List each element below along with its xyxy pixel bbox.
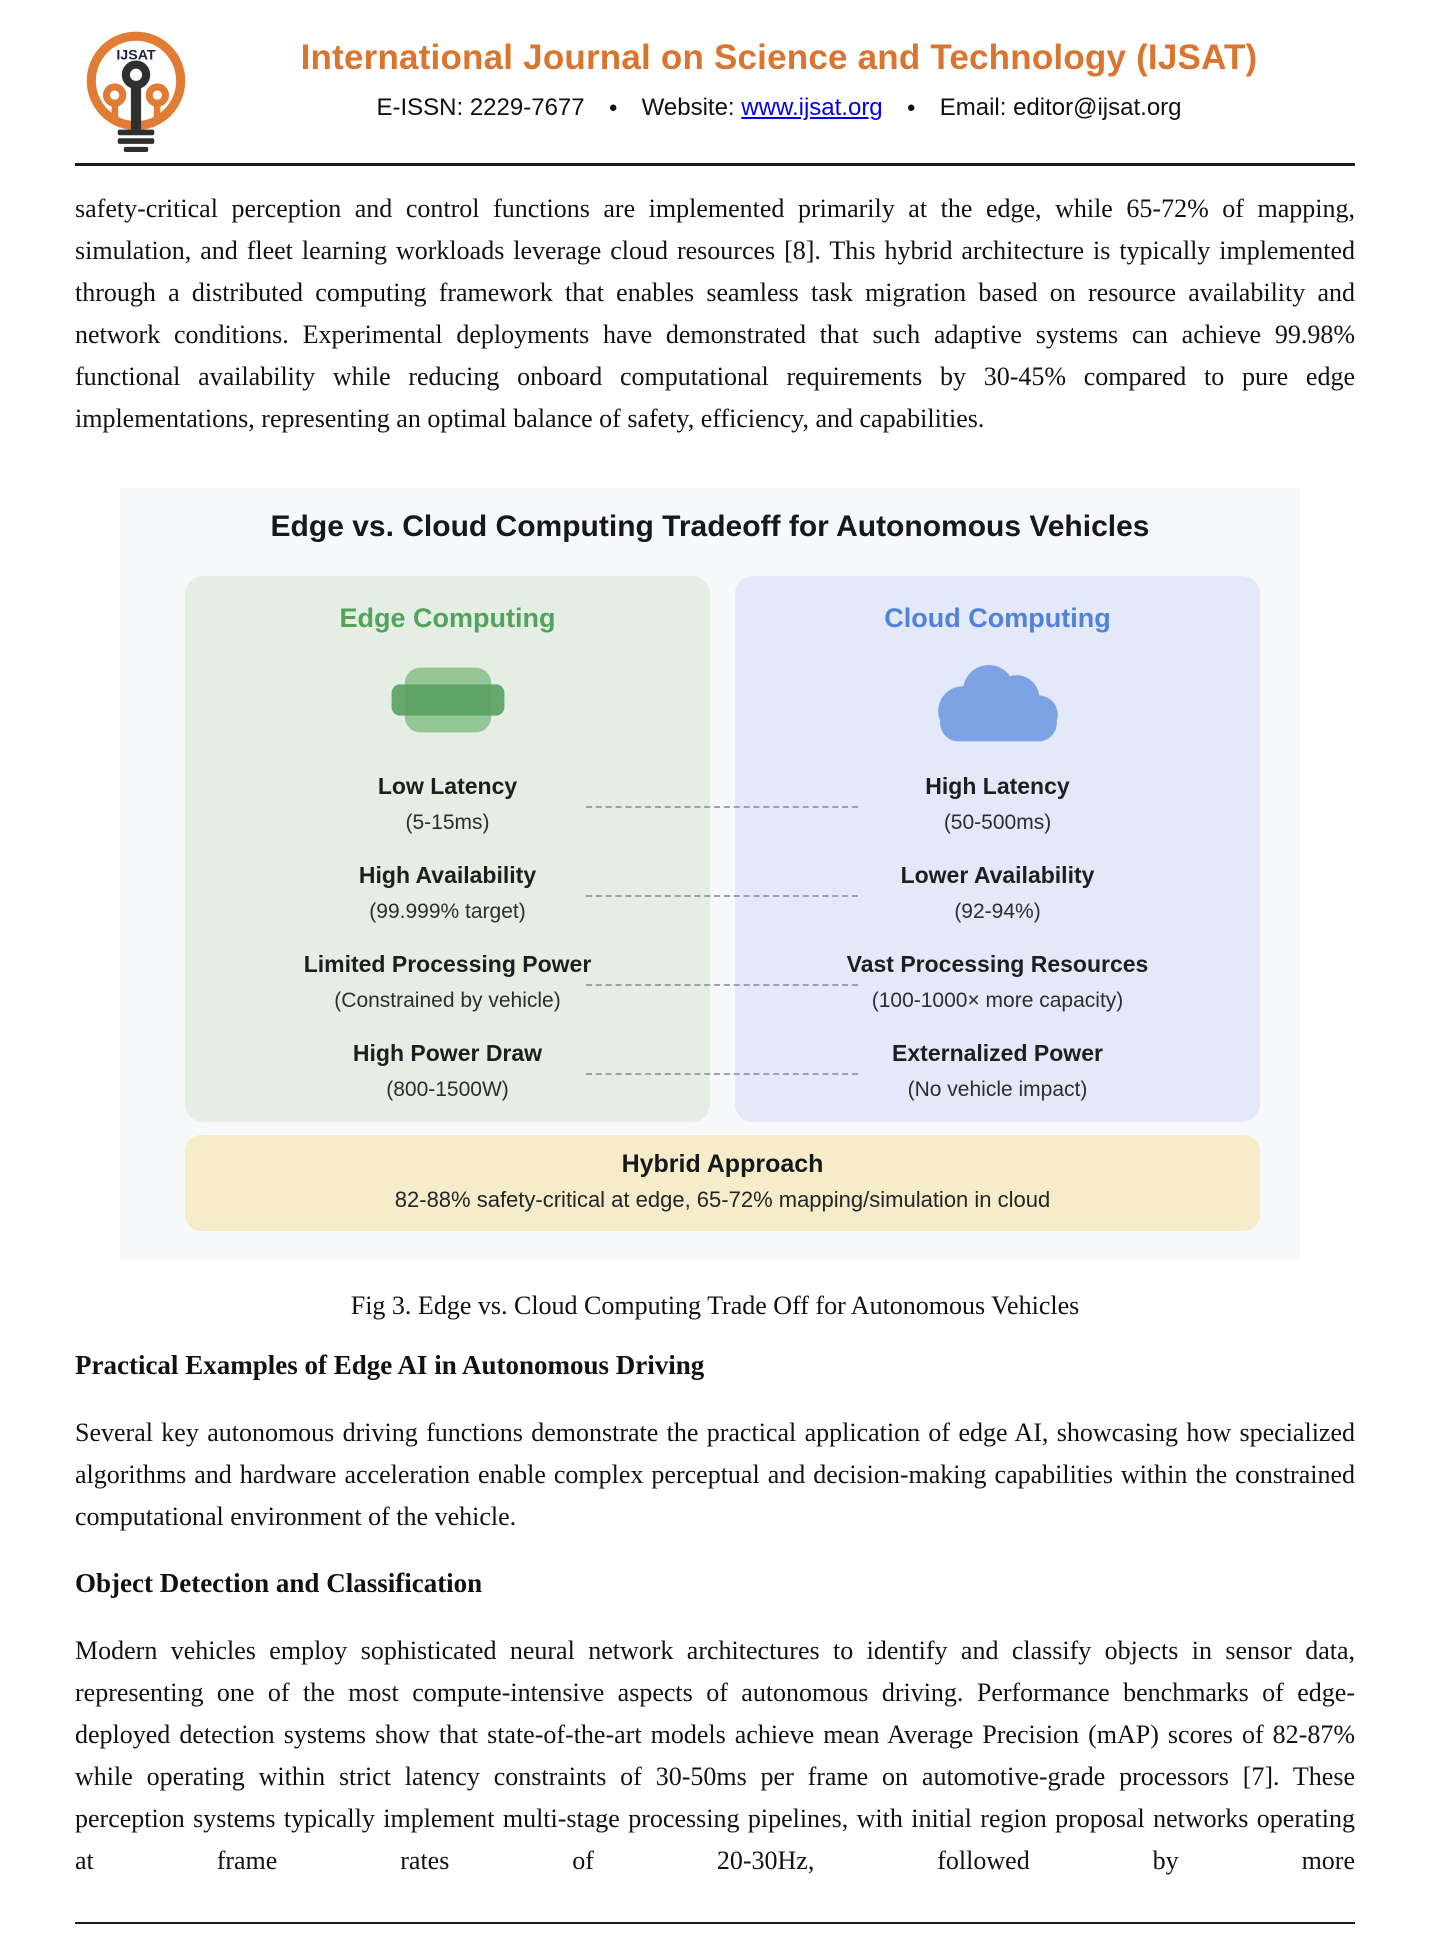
row-label: Externalized Power: [892, 1040, 1103, 1066]
lightbulb-logo-icon: [75, 26, 197, 152]
row-label: Low Latency: [377, 773, 518, 799]
header-text-block: [203, 26, 1355, 122]
row-connector-dash: [586, 895, 858, 897]
bullet-separator: ●: [608, 99, 618, 116]
row-label: Lower Availability: [900, 862, 1095, 888]
edge-row-processing: [185, 950, 710, 1014]
footer-rule: [75, 1922, 1355, 1924]
logo-text: IJSAT: [116, 47, 156, 64]
edge-panel-title: Edge Computing: [339, 603, 556, 633]
edge-chip-icon: [388, 664, 508, 736]
body-paragraph-2: Several key autonomous driving functions demonstrate the practical application of edge AI, showcasing how specialized algorithms and hardware acceleration enable complex perceptual and decision-making capabilities within the constrained computational environment of the vehicle.: [75, 1418, 1355, 1531]
row-sublabel: (99.999% target): [369, 900, 526, 923]
row-label: High Latency: [925, 773, 1070, 799]
email-text: Email: editor@ijsat.org: [939, 94, 1182, 121]
figure-caption: Fig 3. Edge vs. Cloud Computing Trade Off for Autonomous Vehicles: [350, 1291, 1080, 1320]
edge-row-availability: [185, 861, 710, 925]
section-heading-practical-examples: Practical Examples of Edge AI in Autonomous Driving: [75, 1350, 705, 1380]
cloud-row-processing: [735, 950, 1260, 1014]
eissn-text: E-ISSN: 2229-7677: [376, 94, 585, 121]
edge-row-latency: [185, 772, 710, 836]
cloud-row-availability: [735, 861, 1260, 925]
header-subline: [203, 94, 1355, 122]
row-sublabel: (100-1000× more capacity): [871, 989, 1124, 1012]
figure-edge-cloud-tradeoff: [120, 488, 1300, 1260]
row-connector-dash: [586, 806, 858, 808]
edge-row-power: [185, 1039, 710, 1103]
edge-icon-wrap: [185, 654, 710, 746]
row-sublabel: (800-1500W): [386, 1078, 509, 1101]
row-sublabel: (No vehicle impact): [907, 1078, 1088, 1101]
row-sublabel: (Constrained by vehicle): [334, 989, 561, 1012]
ijsat-logo: [75, 26, 203, 157]
website-link[interactable]: www.ijsat.org: [741, 94, 883, 121]
journal-title: International Journal on Science and Technology (IJSAT): [300, 38, 1258, 77]
row-label: High Power Draw: [352, 1040, 543, 1066]
row-sublabel: (5-15ms): [405, 811, 490, 834]
row-connector-dash: [586, 984, 858, 986]
row-label: High Availability: [358, 862, 537, 888]
hybrid-approach-box: [185, 1135, 1260, 1231]
row-sublabel: (92-94%): [954, 900, 1041, 923]
cloud-panel-title: Cloud Computing: [884, 603, 1111, 633]
cloud-icon: [923, 654, 1073, 746]
body-paragraph-1: safety-critical perception and control functions are implemented primarily at the edge, while 65-72% of mapping, simulation, and fleet learning workloads leverage cloud resources [8]. This hybrid architecture is typically implemented through a distributed computing framework that enables seamless task migration based on resource availability and network conditions. Experimental deployments have demonstrated that such adaptive systems can achieve 99.98% functional availability while reducing onboard computational requirements by 30-45% compared to pure edge implementations, representing an optimal balance of safety, efficiency, and capabilities.: [75, 194, 1355, 433]
body-paragraph-3: Modern vehicles employ sophisticated neural network architectures to identify and classify objects in sensor data, representing one of the most compute-intensive aspects of autonomous driving. Performance benchmarks of edge-deployed detection systems show that state-of-the-art models achieve mean Average Precision (mAP) scores of 82-87% while operating within strict latency constraints of 30-50ms per frame on automotive-grade processors [7]. These perception systems typically implement multi-stage processing pipelines, with initial region proposal networks operating at frame rates of 20-30Hz, followed by more: [75, 1636, 1355, 1875]
row-label: Limited Processing Power: [303, 951, 592, 977]
page-header: [75, 0, 1355, 166]
row-sublabel: (50-500ms): [943, 811, 1052, 834]
cloud-row-latency: [735, 772, 1260, 836]
bullet-separator: ●: [906, 99, 916, 116]
cloud-row-power: [735, 1039, 1260, 1103]
figure-title: Edge vs. Cloud Computing Tradeoff for Autonomous Vehicles: [270, 510, 1150, 543]
section-heading-object-detection: Object Detection and Classification: [75, 1568, 483, 1598]
cloud-icon-wrap: [735, 654, 1260, 746]
row-connector-dash: [586, 1073, 858, 1075]
website-label: Website:: [641, 94, 742, 121]
hybrid-subtitle: 82-88% safety-critical at edge, 65-72% mapping/simulation in cloud: [394, 1187, 1051, 1212]
hybrid-title: Hybrid Approach: [621, 1150, 824, 1178]
row-label: Vast Processing Resources: [846, 951, 1149, 977]
cloud-computing-panel: [735, 576, 1260, 1122]
edge-computing-panel: [185, 576, 710, 1122]
